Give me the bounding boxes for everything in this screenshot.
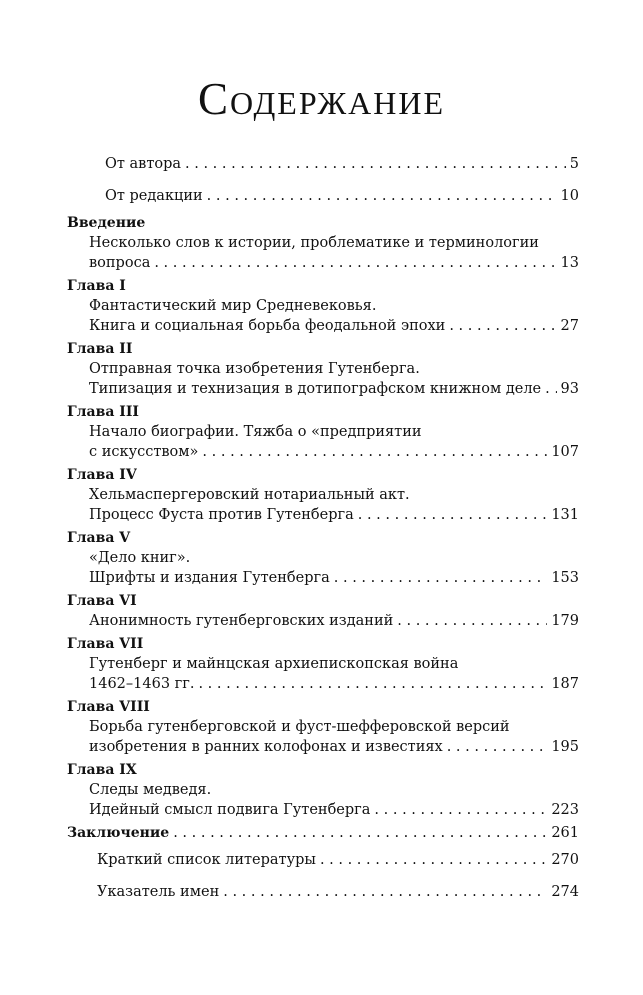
chapter-title-last-line xyxy=(67,316,579,336)
chapter-title-last-line xyxy=(67,568,579,588)
page-number: 13 xyxy=(560,255,579,271)
toc-entry-label: Заключение xyxy=(67,825,170,841)
toc-chapter-entry[interactable] xyxy=(67,634,579,694)
toc-chapter-entry[interactable] xyxy=(67,465,579,525)
toc-entry-label: Краткий список литературы xyxy=(97,852,316,868)
chapter-heading: Глава II xyxy=(67,341,133,357)
chapter-heading: Глава IX xyxy=(67,762,137,778)
chapter-title-last-line xyxy=(67,800,579,820)
chapter-title-text: 1462–1463 гг. xyxy=(89,676,195,692)
chapter-title-line: Начало биографии. Тяжба о «предприятии xyxy=(89,424,422,440)
toc-chapter-entry[interactable] xyxy=(67,697,579,757)
toc-entry-conclusion[interactable] xyxy=(67,823,579,843)
chapter-title-last-line xyxy=(67,505,579,525)
chapter-heading: Глава III xyxy=(67,404,139,420)
dot-leader xyxy=(334,568,548,588)
chapter-title-last-line xyxy=(67,379,579,399)
dot-leader xyxy=(358,505,548,525)
page-number: 195 xyxy=(551,739,579,755)
chapter-title-line: Следы медведя. xyxy=(89,782,212,798)
chapter-heading: Глава VI xyxy=(67,593,137,609)
page-number: 27 xyxy=(560,318,579,334)
chapter-title-line: Отправная точка изобретения Гутенберга. xyxy=(89,361,420,377)
page-number: 179 xyxy=(551,613,579,629)
chapter-title-line: Несколько слов к истории, проблематике и терминологии xyxy=(89,235,539,251)
toc-chapter-entry[interactable] xyxy=(67,528,579,588)
chapter-title-line: «Дело книг». xyxy=(89,550,191,566)
toc-entry-name-index[interactable] xyxy=(97,882,579,902)
dot-leader xyxy=(185,154,566,174)
page-number: 10 xyxy=(560,188,579,204)
toc-entry-label: Указатель имен xyxy=(97,884,220,900)
chapter-title-text: Книга и социальная борьба феодальной эпохи xyxy=(89,318,446,334)
toc-chapter-entry[interactable] xyxy=(67,760,579,820)
page-number: 187 xyxy=(551,676,579,692)
chapter-title-line: Фантастический мир Средневековья. xyxy=(89,298,377,314)
toc-chapter-entry[interactable] xyxy=(67,276,579,336)
dot-leader xyxy=(374,800,547,820)
page-number: 274 xyxy=(551,884,579,900)
back-matter xyxy=(67,850,579,902)
chapter-title-line: Гутенберг и майнцская архиепископская война xyxy=(89,656,459,672)
chapter-title-text: с искусством» xyxy=(89,444,199,460)
toc-chapter-entry[interactable] xyxy=(67,339,579,399)
chapter-title-text: изобретения в ранних колофонах и известиях xyxy=(89,739,443,755)
chapter-title-last-line xyxy=(67,674,579,694)
chapter-title-text: Идейный смысл подвига Гутенберга xyxy=(89,802,371,818)
chapter-heading: Глава VIII xyxy=(67,699,150,715)
toc-entry-label: От редакции xyxy=(105,188,203,204)
dot-leader xyxy=(449,316,556,336)
table-of-contents xyxy=(67,154,579,902)
chapter-title-line: Борьба гутенберговской и фуст-шефферовской версий xyxy=(89,719,510,735)
dot-leader xyxy=(173,823,547,843)
chapter-title-text: Процесс Фуста против Гутенберга xyxy=(89,507,354,523)
page-number: 223 xyxy=(551,802,579,818)
page-number: 261 xyxy=(551,825,579,841)
toc-chapter-entry[interactable] xyxy=(67,402,579,462)
dot-leader xyxy=(223,882,547,902)
dot-leader xyxy=(320,850,547,870)
dot-leader xyxy=(202,442,547,462)
toc-entry-label: От автора xyxy=(105,156,182,172)
chapter-heading: Глава VII xyxy=(67,636,144,652)
page-number: 93 xyxy=(560,381,579,397)
page-number: 107 xyxy=(551,444,579,460)
toc-entry-from-author[interactable] xyxy=(105,154,579,174)
toc-chapter-entry[interactable] xyxy=(67,591,579,631)
front-matter xyxy=(67,154,579,206)
page-number: 153 xyxy=(551,570,579,586)
dot-leader xyxy=(198,674,547,694)
chapter-heading: Введение xyxy=(67,215,146,231)
chapter-heading: Глава I xyxy=(67,278,126,294)
chapter-list xyxy=(67,213,579,820)
dot-leader xyxy=(447,737,548,757)
dot-leader xyxy=(154,253,556,273)
chapter-title-last-line xyxy=(67,737,579,757)
chapter-title-text: вопроса xyxy=(89,255,151,271)
chapter-title-last-line xyxy=(67,611,579,631)
chapter-title-last-line xyxy=(67,253,579,273)
page-title: Содержание xyxy=(197,74,446,124)
chapter-title-text: Типизация и технизация в дотипографском книжном деле xyxy=(89,381,542,397)
page-number: 270 xyxy=(551,852,579,868)
toc-entry-from-editors[interactable] xyxy=(105,186,579,206)
page-number: 5 xyxy=(569,156,579,172)
dot-leader xyxy=(397,611,547,631)
page-number: 131 xyxy=(551,507,579,523)
chapter-title-last-line xyxy=(67,442,579,462)
dot-leader xyxy=(207,186,557,206)
chapter-title-line: Хельмаспергеровский нотариальный акт. xyxy=(89,487,410,503)
chapter-title-text: Шрифты и издания Гутенберга xyxy=(89,570,330,586)
toc-entry-bibliography[interactable] xyxy=(97,850,579,870)
chapter-heading: Глава IV xyxy=(67,467,137,483)
toc-chapter-entry[interactable] xyxy=(67,213,579,273)
chapter-title-text: Анонимность гутенберговских изданий xyxy=(89,613,394,629)
dot-leader xyxy=(545,379,556,399)
chapter-heading: Глава V xyxy=(67,530,131,546)
